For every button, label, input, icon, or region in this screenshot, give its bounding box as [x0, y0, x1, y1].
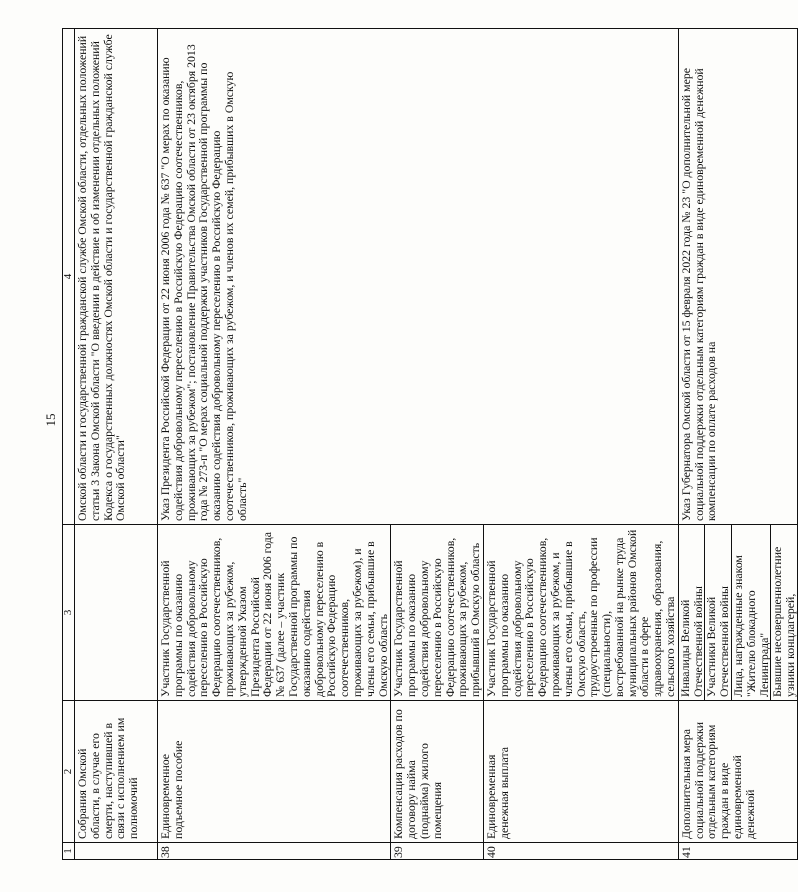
benefit-name: Собрания Омской области, в случае его смерти, наступившей в связи с исполнением им полномочий: [75, 701, 158, 843]
row-number: [75, 843, 158, 860]
legal-basis: Указ Президента Российской Федерации от 22 июня 2006 года № 637 "О мерах по оказанию содействия добровольному переселению в Российскую Федерацию соотечественников, проживающих за рубежом"; постановление Правительства Омской области от 23 октября 2013 года № 273-п "О мерах социальной поддержки участников Государственной программы по оказанию содействия добровольному переселению в Российскую Федерацию соотечественников, проживающих за рубежом, и членов их семей, прибывших в Омскую область": [158, 29, 679, 525]
benefit-name: Дополнительная мера социальной поддержки отдельным категориям граждан в виде единовременной денежной: [678, 701, 797, 843]
row-number: 40: [483, 843, 678, 860]
row-number: 38: [158, 843, 391, 860]
header-row: [63, 29, 75, 860]
header-col-1: 1: [63, 843, 75, 860]
row-number: 39: [391, 843, 484, 860]
page-number: 15: [43, 413, 58, 427]
recipients: Участник Государственной программы по оказанию содействия добровольному переселению в Российскую Федерацию соотечественников, проживающих за рубежом, и члены его семьи, прибывшие в Омскую область, трудоустроенные по профессии (специальности), востребованной на рынке труда муниципальных районов Омской области в сфере здравоохранения, образования, сельского хозяйства: [483, 525, 678, 701]
recipient-category: Инвалиды Великой Отечественной войны: [677, 586, 705, 697]
benefit-name: Компенсация расходов по договору найма (поднайма) жилого помещения: [391, 701, 484, 843]
recipients: Участник Государственной программы по оказанию содействия добровольному переселению в Российскую Федерацию соотечественников, проживающих за рубежом, утвержденной Указом Президента Российской Федерации от 22 июня 2006 года № 637 (далее – участник Государственной программы по оказанию содействия добровольному переселению в Российскую Федерацию соотечественников, проживающих за рубежом), и члены его семьи, прибывшие в Омскую область: [158, 525, 391, 701]
recipients: [75, 525, 158, 701]
recipients-list: [678, 525, 797, 701]
recipient-category: Участники Великой Отечественной войны: [704, 525, 731, 700]
row-number: 41: [678, 843, 797, 860]
header-col-2: 2: [63, 701, 75, 843]
legal-basis: Указ Губернатора Омской области от 15 февраля 2022 года № 23 "О дополнительной мере социальной поддержки отдельным категориям граждан в виде единовременной денежной компенсации по оплате расходов на: [678, 29, 797, 525]
benefit-name: Единовременное подъемное пособие: [158, 701, 391, 843]
table-wrapper: [62, 28, 798, 860]
benefit-name: Единовременная денежная выплата: [483, 701, 678, 843]
table-row: [678, 29, 797, 860]
header-col-3: 3: [63, 525, 75, 701]
recipients: Участник Государственной программы по оказанию содействия добровольному переселению в Российскую Федерацию соотечественников, проживающих за рубежом, прибывший в Омскую область: [391, 525, 484, 701]
header-col-4: 4: [63, 29, 75, 525]
benefits-table: [62, 28, 798, 860]
recipient-category: Лица, награжденные знаком "Жителю блокадного Ленинграда": [731, 525, 770, 700]
rotated-table-area: [62, 28, 798, 860]
recipient-category: Бывшие несовершеннолетние узники концлагерей,: [770, 525, 797, 700]
table-row: [75, 29, 158, 860]
legal-basis: Омской области и государственной гражданской службе Омской области, отдельных положений статьи 3 Закона Омской области "О введении в действие и об изменении отдельных положений Кодекса о государственных должностях Омской области и государственной гражданской службе Омской области": [75, 29, 158, 525]
table-row: [158, 29, 391, 860]
